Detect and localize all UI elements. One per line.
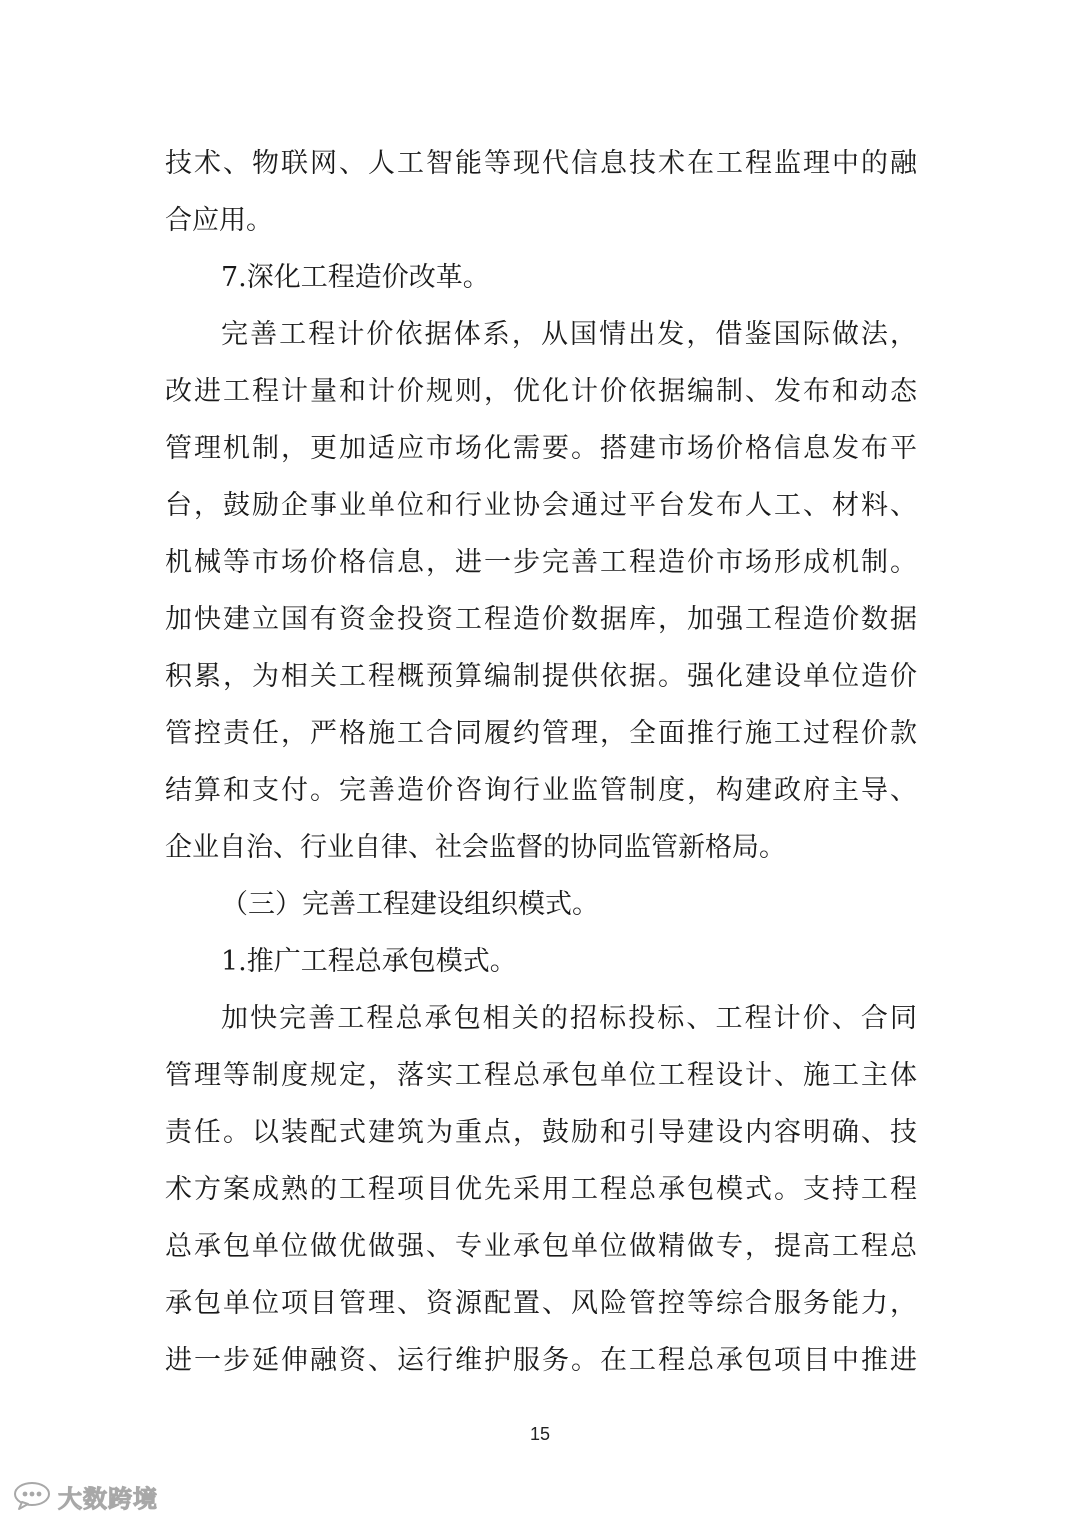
text-line: 完善工程计价依据体系，从国情出发，借鉴国际做法， bbox=[221, 319, 917, 350]
text-line: 进一步延伸融资、运行维护服务。在工程总承包项目中推进 bbox=[165, 1345, 917, 1376]
watermark-text: 大数跨境 bbox=[58, 1484, 158, 1513]
section-heading: 7.深化工程造价改革。 bbox=[221, 262, 490, 293]
text-line: 总承包单位做优做强、专业承包单位做精做专，提高工程总 bbox=[165, 1231, 917, 1262]
text-line: 积累，为相关工程概预算编制提供依据。强化建设单位造价 bbox=[165, 661, 917, 692]
watermark bbox=[12, 1478, 158, 1514]
text-line: 加快完善工程总承包相关的招标投标、工程计价、合同 bbox=[221, 1003, 917, 1034]
speech-bubble-logo-icon bbox=[12, 1481, 52, 1511]
text-line: 台，鼓励企事业单位和行业协会通过平台发布人工、材料、 bbox=[165, 490, 917, 521]
text-line: 合应用。 bbox=[165, 205, 273, 236]
section-heading: （三）完善工程建设组织模式。 bbox=[221, 889, 599, 920]
text-line: 术方案成熟的工程项目优先采用工程总承包模式。支持工程 bbox=[165, 1174, 917, 1205]
text-line: 企业自治、行业自律、社会监督的协同监管新格局。 bbox=[165, 832, 786, 863]
text-line: 结算和支付。完善造价咨询行业监管制度，构建政府主导、 bbox=[165, 775, 917, 806]
text-line: 管理机制，更加适应市场化需要。搭建市场价格信息发布平 bbox=[165, 433, 917, 464]
text-line: 改进工程计量和计价规则，优化计价依据编制、发布和动态 bbox=[165, 376, 917, 407]
text-line: 加快建立国有资金投资工程造价数据库，加强工程造价数据 bbox=[165, 604, 917, 635]
body-text bbox=[165, 135, 917, 1389]
text-line: 机械等市场价格信息，进一步完善工程造价市场形成机制。 bbox=[165, 547, 917, 578]
page-number: 15 bbox=[529, 1424, 551, 1444]
text-line: 管控责任，严格施工合同履约管理，全面推行施工过程价款 bbox=[165, 718, 917, 749]
section-heading: 1.推广工程总承包模式。 bbox=[221, 946, 517, 977]
text-line: 承包单位项目管理、资源配置、风险管控等综合服务能力， bbox=[165, 1288, 917, 1319]
text-line: 技术、物联网、人工智能等现代信息技术在工程监理中的融 bbox=[165, 148, 917, 179]
text-line: 责任。以装配式建筑为重点，鼓励和引导建设内容明确、技 bbox=[165, 1117, 917, 1148]
text-line: 管理等制度规定，落实工程总承包单位工程设计、施工主体 bbox=[165, 1060, 917, 1091]
